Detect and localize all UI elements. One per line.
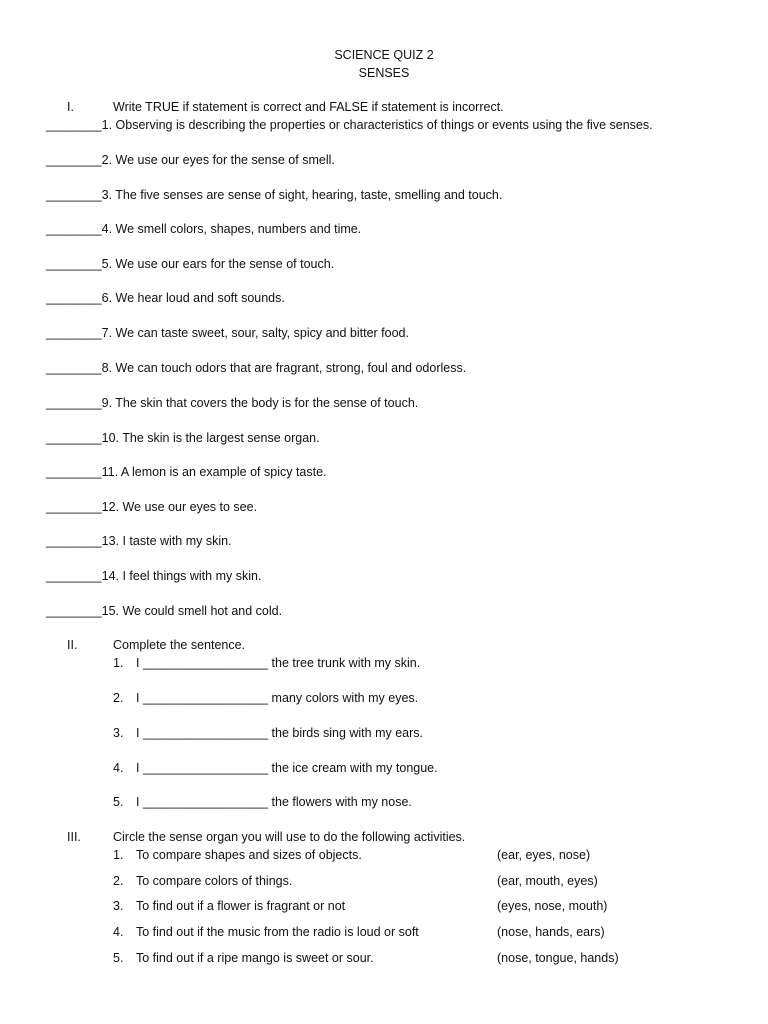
activity-text: To find out if a ripe mango is sweet or sour. — [136, 951, 374, 965]
part2-instruction: Complete the sentence. — [113, 638, 246, 652]
statement-row — [46, 361, 466, 375]
item-number: 5. — [113, 951, 124, 965]
organ-options[interactable]: (eyes, nose, mouth) — [497, 899, 608, 913]
statement-row — [46, 257, 334, 271]
statement-text: 5. We use our ears for the sense of touch. — [101, 257, 335, 271]
answer-blank[interactable]: ________ — [46, 465, 102, 479]
activity-text: To compare colors of things. — [136, 874, 293, 888]
statement-text: 2. We use our eyes for the sense of smell. — [101, 153, 335, 167]
part1-instruction: Write TRUE if statement is correct and FALSE if statement is incorrect. — [113, 100, 504, 114]
statement-row — [46, 604, 282, 618]
statement-text: 15. We could smell hot and cold. — [101, 604, 283, 618]
organ-options[interactable]: (nose, hands, ears) — [497, 925, 605, 939]
statement-row — [46, 396, 418, 410]
item-number: 3. — [113, 899, 124, 913]
activity-text: To find out if the music from the radio is loud or soft — [136, 925, 419, 939]
item-number: 5. — [113, 795, 124, 809]
sentence-with-blank[interactable]: I __________________ many colors with my eyes. — [136, 691, 419, 705]
organ-options[interactable]: (ear, eyes, nose) — [497, 848, 591, 862]
item-number: 3. — [113, 726, 124, 740]
answer-blank[interactable]: ________ — [46, 257, 102, 271]
answer-blank[interactable]: ________ — [46, 326, 102, 340]
item-number: 1. — [113, 656, 124, 670]
answer-blank[interactable]: ________ — [46, 361, 102, 375]
organ-options[interactable]: (nose, tongue, hands) — [497, 951, 619, 965]
part3-numeral: III. — [67, 830, 81, 844]
statement-text: 1. Observing is describing the properties or characteristics of things or events using the five senses. — [101, 118, 653, 132]
answer-blank[interactable]: ________ — [46, 222, 102, 236]
activity-text: To compare shapes and sizes of objects. — [136, 848, 362, 862]
statement-text: 6. We hear loud and soft sounds. — [101, 291, 285, 305]
answer-blank[interactable]: ________ — [46, 500, 102, 514]
organ-options[interactable]: (ear, mouth, eyes) — [497, 874, 598, 888]
statement-text: 10. The skin is the largest sense organ. — [101, 431, 320, 445]
statement-row — [46, 431, 320, 445]
statement-text: 9. The skin that covers the body is for the sense of touch. — [101, 396, 419, 410]
statement-row — [46, 465, 327, 479]
statement-row — [46, 569, 261, 583]
statement-text: 4. We smell colors, shapes, numbers and time. — [101, 222, 362, 236]
statement-row — [46, 534, 232, 548]
item-number: 1. — [113, 848, 124, 862]
statement-text: 13. I taste with my skin. — [101, 534, 232, 548]
activity-text: To find out if a flower is fragrant or not — [136, 899, 346, 913]
answer-blank[interactable]: ________ — [46, 431, 102, 445]
sentence-with-blank[interactable]: I __________________ the ice cream with my tongue. — [136, 761, 438, 775]
statement-text: 12. We use our eyes to see. — [101, 500, 258, 514]
answer-blank[interactable]: ________ — [46, 188, 102, 202]
statement-text: 8. We can touch odors that are fragrant, strong, foul and odorless. — [101, 361, 467, 375]
statement-text: 14. I feel things with my skin. — [101, 569, 262, 583]
answer-blank[interactable]: ________ — [46, 569, 102, 583]
answer-blank[interactable]: ________ — [46, 534, 102, 548]
statement-text: 7. We can taste sweet, sour, salty, spicy and bitter food. — [101, 326, 409, 340]
item-number: 4. — [113, 761, 124, 775]
answer-blank[interactable]: ________ — [46, 396, 102, 410]
statement-row — [46, 118, 653, 132]
part2-numeral: II. — [67, 638, 78, 652]
sentence-with-blank[interactable]: I __________________ the flowers with my nose. — [136, 795, 412, 809]
part3-instruction: Circle the sense organ you will use to do the following activities. — [113, 830, 466, 844]
statement-row — [46, 500, 257, 514]
statement-row — [46, 153, 335, 167]
answer-blank[interactable]: ________ — [46, 118, 102, 132]
statement-row — [46, 188, 502, 202]
answer-blank[interactable]: ________ — [46, 291, 102, 305]
statement-row — [46, 222, 361, 236]
part1-numeral: I. — [67, 100, 74, 114]
statement-row — [46, 326, 409, 340]
answer-blank[interactable]: ________ — [46, 153, 102, 167]
sentence-with-blank[interactable]: I __________________ the birds sing with my ears. — [136, 726, 423, 740]
quiz-title: SCIENCE QUIZ 2 — [334, 48, 434, 62]
item-number: 4. — [113, 925, 124, 939]
statement-text: 3. The five senses are sense of sight, hearing, taste, smelling and touch. — [101, 188, 503, 202]
quiz-subtitle: SENSES — [358, 66, 410, 80]
item-number: 2. — [113, 691, 124, 705]
sentence-with-blank[interactable]: I __________________ the tree trunk with my skin. — [136, 656, 421, 670]
statement-text: 11. A lemon is an example of spicy taste. — [101, 465, 327, 479]
statement-row — [46, 291, 285, 305]
item-number: 2. — [113, 874, 124, 888]
answer-blank[interactable]: ________ — [46, 604, 102, 618]
